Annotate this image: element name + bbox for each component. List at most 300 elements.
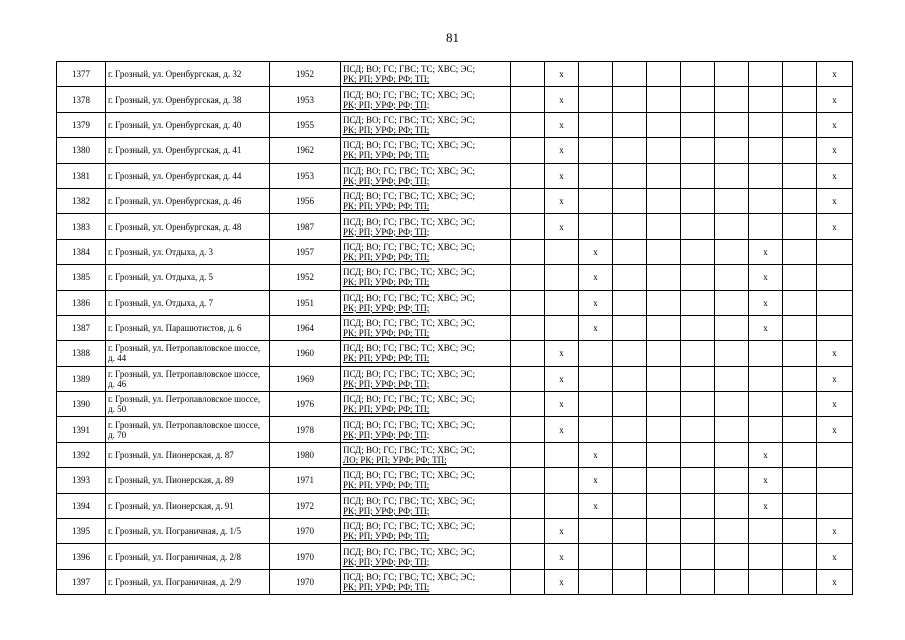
works-line-1: ПСД; ВО; ГС; ГВС; ТС; ХВС; ЭС; xyxy=(343,64,475,75)
year-cell: 1971 xyxy=(270,468,341,493)
mark-x: x xyxy=(817,188,853,213)
table-row xyxy=(57,341,853,366)
works-line-2: РК; РП; УРФ; РФ; ТП; xyxy=(343,201,430,212)
works-line-1: ПСД; ВО; ГС; ГВС; ТС; ХВС; ЭС; xyxy=(343,165,475,176)
mark-x: x xyxy=(817,138,853,163)
mark-cell xyxy=(715,315,749,340)
works-cell xyxy=(341,544,511,569)
address-cell: г. Грозный, ул. Оренбургская, д. 38 xyxy=(106,87,270,112)
row-number-cell: 1391 xyxy=(57,417,106,442)
mark-cell xyxy=(647,163,681,188)
mark-cell xyxy=(783,417,817,442)
mark-cell xyxy=(715,442,749,467)
address-cell: г. Грозный, ул. Оренбургская, д. 40 xyxy=(106,112,270,137)
row-number-cell: 1385 xyxy=(57,265,106,290)
row-number-cell: 1388 xyxy=(57,341,106,366)
mark-cell xyxy=(613,468,647,493)
mark-x: x xyxy=(817,214,853,239)
mark-cell xyxy=(647,138,681,163)
works-line-2: РК; РП; УРФ; РФ; ТП; xyxy=(343,378,430,389)
row-number-cell: 1393 xyxy=(57,468,106,493)
mark-x: x xyxy=(817,544,853,569)
works-line-2: РК; РП; УРФ; РФ; ТП; xyxy=(343,74,430,85)
year-cell: 1964 xyxy=(270,315,341,340)
mark-cell xyxy=(783,214,817,239)
mark-x: x xyxy=(545,392,579,417)
mark-cell xyxy=(647,493,681,518)
mark-x: x xyxy=(545,366,579,391)
table-row xyxy=(57,519,853,544)
works-line-2: РК; РП; УРФ; РФ; ТП; xyxy=(343,175,430,186)
works-line-1: ПСД; ВО; ГС; ГВС; ТС; ХВС; ЭС; xyxy=(343,114,475,125)
table-row xyxy=(57,569,853,594)
row-number-cell: 1382 xyxy=(57,188,106,213)
works-line-2: РК; РП; УРФ; РФ; ТП; xyxy=(343,353,430,364)
mark-cell xyxy=(579,62,613,87)
works-line-2: РК; РП; УРФ; РФ; ТП; xyxy=(343,251,430,262)
works-line-2: ЛО; РК; РП; УРФ; РФ; ТП; xyxy=(343,455,447,466)
mark-cell xyxy=(749,112,783,137)
mark-cell xyxy=(783,163,817,188)
mark-cell xyxy=(681,341,715,366)
mark-cell xyxy=(613,138,647,163)
mark-x: x xyxy=(545,188,579,213)
mark-cell xyxy=(579,188,613,213)
works-line-1: ПСД; ВО; ГС; ГВС; ТС; ХВС; ЭС; xyxy=(343,318,475,329)
year-cell: 1952 xyxy=(270,265,341,290)
mark-x: x xyxy=(579,290,613,315)
mark-x: x xyxy=(545,544,579,569)
mark-cell xyxy=(511,468,545,493)
works-line-1: ПСД; ВО; ГС; ГВС; ТС; ХВС; ЭС; xyxy=(343,445,475,456)
mark-cell xyxy=(579,214,613,239)
mark-cell xyxy=(579,366,613,391)
works-line-1: ПСД; ВО; ГС; ГВС; ТС; ХВС; ЭС; xyxy=(343,292,475,303)
mark-cell xyxy=(783,366,817,391)
mark-cell xyxy=(681,519,715,544)
works-line-1: ПСД; ВО; ГС; ГВС; ТС; ХВС; ЭС; xyxy=(343,470,475,481)
works-cell xyxy=(341,468,511,493)
mark-cell xyxy=(511,290,545,315)
row-number-cell: 1392 xyxy=(57,442,106,467)
mark-cell xyxy=(783,188,817,213)
mark-x: x xyxy=(579,315,613,340)
mark-cell xyxy=(681,544,715,569)
mark-x: x xyxy=(749,265,783,290)
address-cell: г. Грозный, ул. Отдыха, д. 3 xyxy=(106,239,270,264)
works-line-2: РК; РП; УРФ; РФ; ТП; xyxy=(343,226,430,237)
mark-x: x xyxy=(545,138,579,163)
mark-cell xyxy=(647,188,681,213)
mark-cell xyxy=(681,239,715,264)
mark-cell xyxy=(783,87,817,112)
year-cell: 1970 xyxy=(270,569,341,594)
address-cell: г. Грозный, ул. Оренбургская, д. 41 xyxy=(106,138,270,163)
mark-cell xyxy=(749,366,783,391)
mark-cell xyxy=(783,569,817,594)
row-number-cell: 1386 xyxy=(57,290,106,315)
mark-cell xyxy=(647,519,681,544)
works-line-2: РК; РП; УРФ; РФ; ТП; xyxy=(343,328,430,339)
address-cell: г. Грозный, ул. Оренбургская, д. 48 xyxy=(106,214,270,239)
works-line-1: ПСД; ВО; ГС; ГВС; ТС; ХВС; ЭС; xyxy=(343,572,475,582)
mark-cell xyxy=(511,544,545,569)
year-cell: 1952 xyxy=(270,62,341,87)
mark-cell xyxy=(511,265,545,290)
year-cell: 1960 xyxy=(270,341,341,366)
mark-x: x xyxy=(545,62,579,87)
address-cell: г. Грозный, ул. Пограничная, д. 1/5 xyxy=(106,519,270,544)
works-cell xyxy=(341,392,511,417)
row-number-cell: 1377 xyxy=(57,62,106,87)
mark-cell xyxy=(613,493,647,518)
table-row xyxy=(57,188,853,213)
mark-cell xyxy=(749,188,783,213)
works-line-1: ПСД; ВО; ГС; ГВС; ТС; ХВС; ЭС; xyxy=(343,89,475,100)
mark-cell xyxy=(613,519,647,544)
mark-cell xyxy=(817,290,853,315)
mark-x: x xyxy=(579,239,613,264)
row-number-cell: 1384 xyxy=(57,239,106,264)
table-row xyxy=(57,442,853,467)
mark-cell xyxy=(715,417,749,442)
mark-cell xyxy=(681,315,715,340)
table-row xyxy=(57,493,853,518)
mark-cell xyxy=(647,87,681,112)
works-cell xyxy=(341,315,511,340)
table-row xyxy=(57,315,853,340)
mark-x: x xyxy=(545,87,579,112)
mark-cell xyxy=(681,569,715,594)
table-body xyxy=(57,62,853,595)
works-cell xyxy=(341,214,511,239)
mark-cell xyxy=(545,290,579,315)
mark-cell xyxy=(545,493,579,518)
address-cell: г. Грозный, ул. Пограничная, д. 2/9 xyxy=(106,569,270,594)
works-cell xyxy=(341,366,511,391)
mark-cell xyxy=(783,265,817,290)
address-cell: г. Грозный, ул. Оренбургская, д. 32 xyxy=(106,62,270,87)
mark-cell xyxy=(613,188,647,213)
mark-x: x xyxy=(817,392,853,417)
mark-cell xyxy=(511,62,545,87)
mark-cell xyxy=(783,341,817,366)
year-cell: 1976 xyxy=(270,392,341,417)
row-number-cell: 1396 xyxy=(57,544,106,569)
mark-x: x xyxy=(817,62,853,87)
year-cell: 1953 xyxy=(270,87,341,112)
mark-cell xyxy=(613,366,647,391)
mark-cell xyxy=(715,239,749,264)
mark-cell xyxy=(749,62,783,87)
mark-cell xyxy=(613,315,647,340)
works-cell xyxy=(341,290,511,315)
mark-cell xyxy=(511,214,545,239)
mark-cell xyxy=(715,392,749,417)
row-number-cell: 1395 xyxy=(57,519,106,544)
table-row xyxy=(57,290,853,315)
table-row xyxy=(57,112,853,137)
works-line-1: ПСД; ВО; ГС; ГВС; ТС; ХВС; ЭС; xyxy=(343,495,475,506)
address-cell: г. Грозный, ул. Оренбургская, д. 46 xyxy=(106,188,270,213)
mark-cell xyxy=(749,569,783,594)
year-cell: 1956 xyxy=(270,188,341,213)
year-cell: 1980 xyxy=(270,442,341,467)
mark-cell xyxy=(613,62,647,87)
mark-x: x xyxy=(749,493,783,518)
mark-cell xyxy=(749,417,783,442)
row-number-cell: 1389 xyxy=(57,366,106,391)
mark-cell xyxy=(647,569,681,594)
table-row xyxy=(57,214,853,239)
row-number-cell: 1378 xyxy=(57,87,106,112)
mark-x: x xyxy=(545,417,579,442)
mark-cell xyxy=(715,87,749,112)
mark-cell xyxy=(613,239,647,264)
works-line-1: ПСД; ВО; ГС; ГВС; ТС; ХВС; ЭС; xyxy=(343,216,475,227)
mark-cell xyxy=(749,392,783,417)
mark-cell xyxy=(681,214,715,239)
mark-cell xyxy=(783,112,817,137)
mark-x: x xyxy=(749,239,783,264)
mark-cell xyxy=(647,417,681,442)
mark-cell xyxy=(715,112,749,137)
row-number-cell: 1381 xyxy=(57,163,106,188)
table-row xyxy=(57,62,853,87)
row-number-cell: 1390 xyxy=(57,392,106,417)
mark-cell xyxy=(715,138,749,163)
mark-cell xyxy=(613,265,647,290)
mark-cell xyxy=(647,392,681,417)
mark-cell xyxy=(783,468,817,493)
table-row xyxy=(57,87,853,112)
mark-cell xyxy=(783,62,817,87)
mark-cell xyxy=(647,290,681,315)
mark-x: x xyxy=(817,341,853,366)
mark-cell xyxy=(511,315,545,340)
mark-cell xyxy=(681,112,715,137)
mark-x: x xyxy=(579,493,613,518)
year-cell: 1957 xyxy=(270,239,341,264)
mark-x: x xyxy=(545,163,579,188)
mark-cell xyxy=(749,519,783,544)
works-cell xyxy=(341,112,511,137)
year-cell: 1970 xyxy=(270,519,341,544)
year-cell: 1955 xyxy=(270,112,341,137)
mark-cell xyxy=(613,290,647,315)
mark-cell xyxy=(511,392,545,417)
mark-cell xyxy=(647,442,681,467)
table-row xyxy=(57,163,853,188)
registry-table xyxy=(56,61,853,595)
mark-cell xyxy=(681,442,715,467)
works-line-2: РК; РП; УРФ; РФ; ТП; xyxy=(343,429,430,440)
mark-cell xyxy=(783,544,817,569)
mark-cell xyxy=(511,417,545,442)
mark-cell xyxy=(545,315,579,340)
mark-cell xyxy=(511,138,545,163)
address-cell: г. Грозный, ул. Петропавловское шоссе, д. 70 xyxy=(106,417,270,442)
address-cell: г. Грозный, ул. Отдыха, д. 5 xyxy=(106,265,270,290)
year-cell: 1969 xyxy=(270,366,341,391)
year-cell: 1962 xyxy=(270,138,341,163)
mark-cell xyxy=(715,163,749,188)
table-row xyxy=(57,392,853,417)
table-row xyxy=(57,468,853,493)
row-number-cell: 1379 xyxy=(57,112,106,137)
mark-cell xyxy=(715,468,749,493)
works-line-2: РК; РП; УРФ; РФ; ТП; xyxy=(343,277,430,288)
mark-cell xyxy=(647,315,681,340)
mark-cell xyxy=(613,392,647,417)
mark-cell xyxy=(749,544,783,569)
mark-cell xyxy=(715,188,749,213)
mark-x: x xyxy=(545,112,579,137)
mark-cell xyxy=(681,265,715,290)
works-cell xyxy=(341,569,511,594)
works-line-1: ПСД; ВО; ГС; ГВС; ТС; ХВС; ЭС; xyxy=(343,419,475,430)
mark-cell xyxy=(715,519,749,544)
mark-cell xyxy=(579,163,613,188)
works-line-2: РК; РП; УРФ; РФ; ТП; xyxy=(343,505,430,516)
mark-cell xyxy=(783,519,817,544)
works-line-1: ПСД; ВО; ГС; ГВС; ТС; ХВС; ЭС; xyxy=(343,394,475,405)
mark-cell xyxy=(715,265,749,290)
mark-x: x xyxy=(545,214,579,239)
mark-cell xyxy=(613,87,647,112)
mark-cell xyxy=(681,62,715,87)
page-number: 81 xyxy=(446,30,459,45)
works-line-2: РК; РП; УРФ; РФ; ТП; xyxy=(343,150,430,161)
address-cell: г. Грозный, ул. Пионерская, д. 89 xyxy=(106,468,270,493)
works-line-2: РК; РП; УРФ; РФ; ТП; xyxy=(343,302,430,313)
mark-cell xyxy=(579,87,613,112)
mark-x: x xyxy=(817,112,853,137)
mark-cell xyxy=(511,569,545,594)
works-cell xyxy=(341,239,511,264)
mark-cell xyxy=(613,163,647,188)
works-line-2: РК; РП; УРФ; РФ; ТП; xyxy=(343,582,430,592)
works-line-1: ПСД; ВО; ГС; ГВС; ТС; ХВС; ЭС; xyxy=(343,267,475,278)
mark-cell xyxy=(783,493,817,518)
mark-cell xyxy=(545,265,579,290)
table-row xyxy=(57,544,853,569)
mark-cell xyxy=(749,214,783,239)
mark-cell xyxy=(647,214,681,239)
address-cell: г. Грозный, ул. Оренбургская, д. 44 xyxy=(106,163,270,188)
works-cell xyxy=(341,163,511,188)
mark-cell xyxy=(681,188,715,213)
mark-cell xyxy=(715,214,749,239)
mark-cell xyxy=(783,442,817,467)
mark-cell xyxy=(613,417,647,442)
mark-x: x xyxy=(817,87,853,112)
mark-cell xyxy=(749,87,783,112)
year-cell: 1978 xyxy=(270,417,341,442)
works-line-1: ПСД; ВО; ГС; ГВС; ТС; ХВС; ЭС; xyxy=(343,546,475,557)
works-line-1: ПСД; ВО; ГС; ГВС; ТС; ХВС; ЭС; xyxy=(343,241,475,252)
mark-cell xyxy=(613,341,647,366)
address-cell: г. Грозный, ул. Петропавловское шоссе, д. 46 xyxy=(106,366,270,391)
mark-x: x xyxy=(579,442,613,467)
table-row xyxy=(57,366,853,391)
mark-cell xyxy=(647,366,681,391)
mark-cell xyxy=(681,163,715,188)
address-cell: г. Грозный, ул. Пионерская, д. 91 xyxy=(106,493,270,518)
mark-cell xyxy=(783,239,817,264)
mark-cell xyxy=(545,468,579,493)
mark-cell xyxy=(783,315,817,340)
mark-cell xyxy=(715,493,749,518)
table-row xyxy=(57,239,853,264)
mark-cell xyxy=(715,341,749,366)
works-line-1: ПСД; ВО; ГС; ГВС; ТС; ХВС; ЭС; xyxy=(343,191,475,202)
mark-x: x xyxy=(817,519,853,544)
mark-x: x xyxy=(817,366,853,391)
works-line-2: РК; РП; УРФ; РФ; ТП; xyxy=(343,124,430,135)
table-row xyxy=(57,417,853,442)
works-line-2: РК; РП; УРФ; РФ; ТП; xyxy=(343,404,430,415)
mark-cell xyxy=(511,442,545,467)
works-cell xyxy=(341,442,511,467)
works-cell xyxy=(341,417,511,442)
mark-cell xyxy=(681,366,715,391)
mark-cell xyxy=(613,112,647,137)
mark-x: x xyxy=(579,265,613,290)
mark-cell xyxy=(579,392,613,417)
mark-cell xyxy=(647,239,681,264)
mark-cell xyxy=(681,417,715,442)
mark-cell xyxy=(579,544,613,569)
mark-cell xyxy=(511,341,545,366)
works-cell xyxy=(341,188,511,213)
works-cell xyxy=(341,265,511,290)
mark-cell xyxy=(817,493,853,518)
year-cell: 1970 xyxy=(270,544,341,569)
row-number-cell: 1387 xyxy=(57,315,106,340)
mark-cell xyxy=(817,239,853,264)
mark-cell xyxy=(511,519,545,544)
mark-x: x xyxy=(817,163,853,188)
mark-cell xyxy=(511,493,545,518)
address-cell: г. Грозный, ул. Петропавловское шоссе, д. 50 xyxy=(106,392,270,417)
works-cell xyxy=(341,341,511,366)
works-line-1: ПСД; ВО; ГС; ГВС; ТС; ХВС; ЭС; xyxy=(343,343,475,354)
mark-cell xyxy=(511,112,545,137)
mark-cell xyxy=(511,188,545,213)
row-number-cell: 1394 xyxy=(57,493,106,518)
mark-cell xyxy=(749,163,783,188)
mark-cell xyxy=(613,214,647,239)
year-cell: 1972 xyxy=(270,493,341,518)
mark-cell xyxy=(647,341,681,366)
works-cell xyxy=(341,62,511,87)
mark-cell xyxy=(647,265,681,290)
works-cell xyxy=(341,493,511,518)
mark-cell xyxy=(647,62,681,87)
mark-cell xyxy=(647,112,681,137)
address-cell: г. Грозный, ул. Петропавловское шоссе, д. 44 xyxy=(106,341,270,366)
mark-cell xyxy=(579,519,613,544)
mark-x: x xyxy=(579,468,613,493)
row-number-cell: 1397 xyxy=(57,569,106,594)
works-line-2: РК; РП; УРФ; РФ; ТП; xyxy=(343,99,430,110)
mark-cell xyxy=(681,138,715,163)
year-cell: 1951 xyxy=(270,290,341,315)
mark-cell xyxy=(579,341,613,366)
mark-cell xyxy=(783,290,817,315)
table-row xyxy=(57,265,853,290)
